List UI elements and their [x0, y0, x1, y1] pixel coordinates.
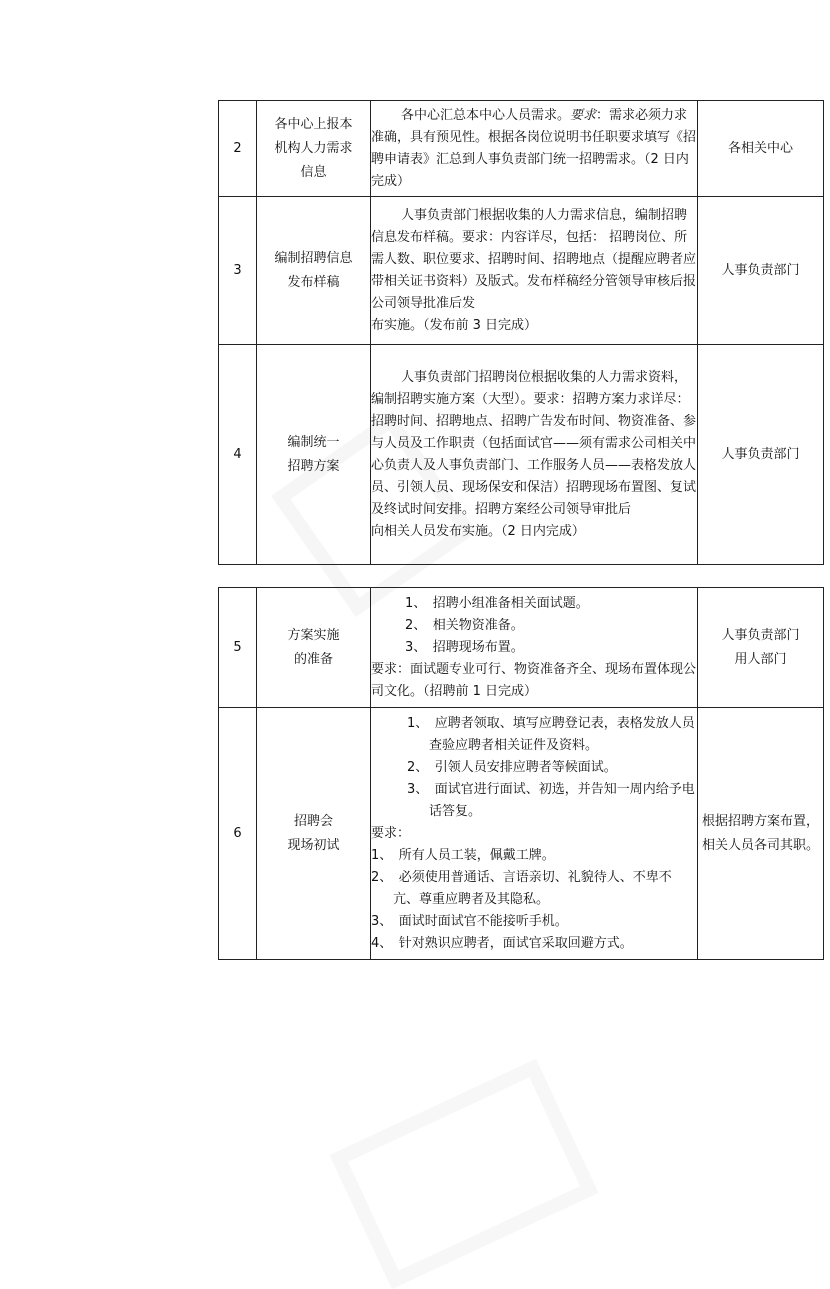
table-row	[219, 197, 824, 345]
row-number: 2	[219, 101, 257, 197]
row-number: 6	[219, 708, 257, 960]
table-row	[219, 708, 824, 960]
requirement-text: 1、 招聘小组准备相关面试题。 2、 相关物资准备。 3、 招聘现场布置。 要求：面试题专业可行、物资准备齐全、现场布置体现公司文化。（招聘前 1 日完成）	[371, 588, 698, 708]
responsible-party: 人事负责部门 用人部门	[698, 588, 824, 708]
row-number: 3	[219, 197, 257, 345]
requirement-text: 各中心汇总本中心人员需求。要求：需求必须力求准确，具有预见性。根据各岗位说明书任职要求填写《招聘申请表》汇总到人事负责部门统一招聘需求。（2 日内完成）	[371, 101, 698, 197]
row-number: 5	[219, 588, 257, 708]
responsible-party: 人事负责部门	[698, 345, 824, 565]
responsible-party: 人事负责部门	[698, 197, 824, 345]
table-row	[219, 101, 824, 197]
table-row	[219, 345, 824, 565]
step-name: 招聘会 现场初试	[257, 708, 371, 960]
process-table-part-1	[218, 100, 824, 565]
requirement-text: 人事负责部门根据收集的人力需求信息，编制招聘信息发布样稿。要求：内容详尽，包括： 招聘岗位、所需人数、职位要求、招聘时间、招聘地点（提醒应聘者应带相关证书资料）及版式。发布样稿经分管领导审核后报公司领导批准后发 布实施。（发布前 3 日完成）	[371, 197, 698, 345]
process-table-part-2	[218, 587, 824, 960]
step-name: 各中心上报本 机构人力需求 信息	[257, 101, 371, 197]
step-name: 方案实施 的准备	[257, 588, 371, 708]
table-row	[219, 588, 824, 708]
step-name: 编制统一 招聘方案	[257, 345, 371, 565]
requirement-text: 人事负责部门招聘岗位根据收集的人力需求资料，编制招聘实施方案（大型）。要求：招聘方案力求详尽：招聘时间、招聘地点、招聘广告发布时间、物资准备、参与人员及工作职责（包括面试官——须有需求公司相关中心负责人及人事负责部门、工作服务人员——表格发放人员、引领人员、现场保安和保洁）招聘现场布置图、复试及终试时间安排。招聘方案经公司领导审批后 向相关人员发布实施。（2 日内完成）	[371, 345, 698, 565]
step-name: 编制招聘信息 发布样稿	[257, 197, 371, 345]
responsible-party: 根据招聘方案布置，相关人员各司其职。	[698, 708, 824, 960]
requirement-text: 1、 应聘者领取、填写应聘登记表，表格发放人员查验应聘者相关证件及资料。 2、 引领人员安排应聘者等候面试。 3、 面试官进行面试、初选，并告知一周内给予电话答复。 要求： 1、 所有人员工装，佩戴工牌。 2、 必须使用普通话、言语亲切、礼貌待人、不卑不亢、尊重应聘者及其隐私。 3、 面试时面试官不能接听手机。 4、 针对熟识应聘者，面试官采取回避方式。	[371, 708, 698, 960]
row-number: 4	[219, 345, 257, 565]
responsible-party: 各相关中心	[698, 101, 824, 197]
